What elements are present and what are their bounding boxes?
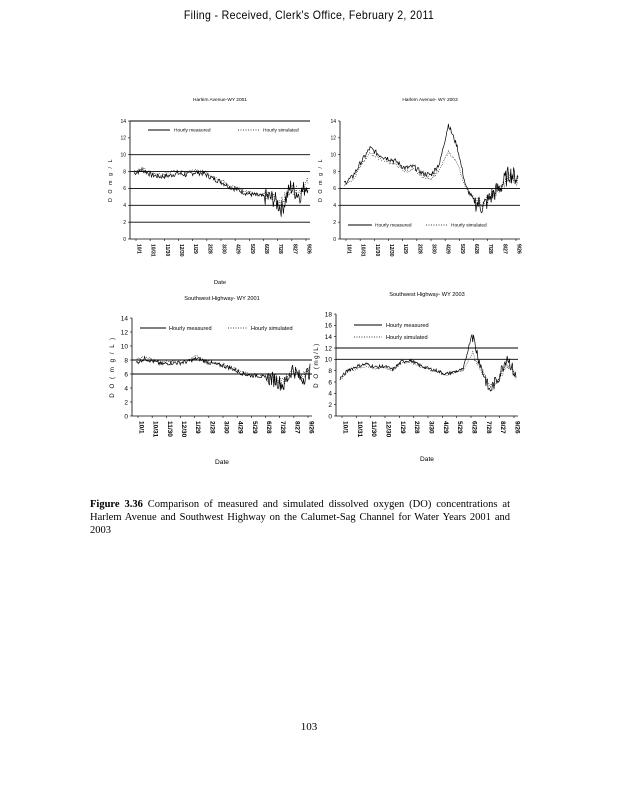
y-tick-label: 4 [333, 203, 336, 210]
x-tick-label: 6/28 [263, 244, 269, 254]
series-hourly-measured [340, 335, 516, 392]
x-tick-label: 10/1 [341, 421, 349, 434]
y-tick-label: 12 [120, 329, 128, 337]
y-tick-label: 10 [330, 152, 336, 159]
y-tick-label: 8 [123, 169, 126, 176]
x-tick-label: 10/1 [135, 244, 142, 254]
x-tick-label: 7/28 [279, 421, 287, 434]
series-hourly-measured [344, 124, 518, 213]
y-axis-label: D O (mg/L) [313, 342, 320, 388]
y-tick-label: 6 [333, 186, 336, 193]
x-tick-label: 5/29 [248, 244, 255, 254]
x-tick-label: 12/30 [178, 244, 184, 257]
y-tick-label: 6 [123, 186, 126, 193]
y-tick-label: 8 [333, 169, 336, 176]
x-tick-label: 10/31 [151, 421, 159, 438]
y-tick-label: 0 [328, 413, 332, 421]
x-tick-label: 5/29 [456, 421, 464, 434]
y-tick-label: 0 [123, 236, 126, 243]
x-tick-label: 5/29 [458, 244, 465, 254]
x-tick-label: 3/30 [430, 244, 437, 254]
x-tick-label: 4/29 [444, 244, 451, 254]
chart-title: Harlem Avenue-WY 2001 [193, 98, 247, 103]
page-number: 103 [300, 721, 318, 733]
y-tick-label: 10 [120, 343, 128, 351]
x-tick-label: 10/31 [149, 244, 156, 257]
x-tick-label: 2/28 [208, 421, 216, 434]
x-tick-label: 8/27 [293, 421, 301, 434]
y-tick-label: 10 [324, 356, 332, 364]
figure-caption [90, 498, 510, 537]
x-tick-label: 11/30 [373, 244, 380, 257]
x-tick-label: 3/30 [220, 244, 227, 254]
legend-measured-label: Hourly measured [169, 325, 212, 332]
x-tick-label: 4/29 [441, 421, 449, 434]
y-tick-label: 12 [120, 135, 126, 142]
legend-simulated-label: Hourly simulated [451, 223, 487, 229]
x-tick-label: 7/28 [484, 421, 492, 434]
x-axis-label: Date [213, 280, 227, 286]
legend-measured-label: Hourly measured [174, 128, 211, 134]
x-tick-label: 12/30 [388, 244, 394, 257]
series-hourly-simulated [344, 150, 518, 209]
x-tick-label: 9/26 [305, 244, 312, 254]
x-tick-label: 10/1 [345, 244, 352, 254]
x-tick-label: 7/28 [277, 244, 284, 254]
legend-measured-label: Hourly measured [375, 223, 412, 229]
y-tick-label: 4 [328, 390, 332, 398]
chart-title: Harlem Avenue- WY 2003 [402, 98, 458, 103]
chart-harlem-2003 [318, 97, 522, 257]
x-tick-label: 7/28 [487, 244, 494, 254]
x-tick-label: 1/29 [194, 421, 202, 434]
x-tick-label: 12/30 [384, 421, 392, 438]
chart-title: Southwest Highway- WY 2001 [184, 296, 260, 302]
x-axis-label: Date [215, 459, 229, 466]
x-tick-label: 3/30 [427, 421, 435, 434]
y-tick-label: 6 [124, 371, 128, 379]
x-tick-label: 5/29 [250, 421, 258, 434]
x-tick-label: 2/28 [206, 244, 213, 254]
x-tick-label: 11/30 [370, 421, 378, 437]
y-tick-label: 4 [124, 385, 128, 393]
x-tick-label: 8/27 [291, 244, 298, 254]
legend-simulated-label: Hourly simulated [386, 334, 428, 341]
x-tick-label: 9/26 [513, 421, 521, 434]
x-tick-label: 8/27 [499, 421, 507, 434]
chart-harlem-2001 [108, 97, 312, 286]
x-tick-label: 2/28 [413, 421, 421, 434]
chart-title: Southwest Highway- WY 2003 [389, 292, 465, 298]
y-tick-label: 14 [330, 118, 336, 125]
figure-caption-text: Comparison of measured and simulated dissolved oxygen (DO) concentrations at Harlem Avenue and Southwest Highway on the Calumet-Sag Channel for Water Years 2001 and 2003 [90, 499, 510, 536]
y-tick-label: 2 [333, 219, 336, 226]
x-tick-label: 1/29 [398, 421, 406, 434]
x-tick-label: 6/28 [473, 244, 479, 254]
legend-measured-label: Hourly measured [386, 322, 429, 329]
y-tick-label: 2 [328, 401, 332, 409]
y-axis-label: D O m g / L [108, 157, 114, 203]
x-tick-label: 11/30 [163, 244, 170, 257]
y-tick-label: 14 [120, 315, 128, 323]
y-tick-label: 4 [123, 203, 126, 210]
x-tick-label: 6/28 [470, 421, 478, 434]
x-tick-label: 1/29 [192, 244, 199, 254]
y-tick-label: 2 [123, 219, 126, 226]
x-tick-label: 3/30 [222, 421, 230, 434]
x-tick-label: 10/1 [137, 421, 145, 434]
y-tick-label: 12 [324, 345, 332, 353]
y-tick-label: 10 [120, 152, 126, 159]
x-tick-label: 10/31 [359, 244, 366, 257]
series-hourly-measured [134, 169, 308, 217]
y-tick-label: 14 [120, 118, 126, 125]
x-tick-label: 1/29 [402, 244, 409, 254]
y-tick-label: 18 [324, 311, 332, 319]
y-axis-label: D O ( m g / L ) [109, 336, 116, 398]
y-tick-label: 12 [330, 135, 336, 142]
x-tick-label: 4/29 [236, 421, 244, 434]
x-axis-label: Date [420, 456, 434, 463]
legend-simulated-label: Hourly simulated [251, 325, 293, 332]
x-tick-label: 12/30 [180, 421, 187, 438]
y-tick-label: 14 [324, 333, 332, 341]
y-axis-label: D O m g / L [318, 157, 324, 203]
y-tick-label: 8 [124, 357, 128, 365]
x-tick-label: 9/26 [515, 244, 522, 254]
x-tick-label: 4/29 [234, 244, 241, 254]
legend-simulated-label: Hourly simulated [263, 128, 299, 134]
series-hourly-simulated [340, 352, 516, 388]
x-tick-label: 9/26 [307, 421, 315, 434]
chart-southwest-2001 [109, 296, 315, 466]
filing-header: Filing - Received, Clerk's Office, February 2, 2011 [183, 8, 435, 22]
y-tick-label: 0 [124, 413, 128, 421]
y-tick-label: 2 [124, 399, 128, 407]
y-tick-label: 8 [328, 367, 332, 375]
chart-southwest-2003 [313, 292, 521, 463]
figure-label: Figure 3.36 [90, 499, 143, 510]
x-tick-label: 11/30 [165, 421, 173, 437]
y-tick-label: 16 [324, 322, 332, 330]
x-tick-label: 10/31 [355, 421, 363, 438]
y-tick-label: 6 [328, 379, 332, 387]
y-tick-label: 0 [333, 236, 336, 243]
x-tick-label: 8/27 [501, 244, 508, 254]
x-tick-label: 6/28 [265, 421, 272, 434]
x-tick-label: 2/28 [416, 244, 423, 254]
